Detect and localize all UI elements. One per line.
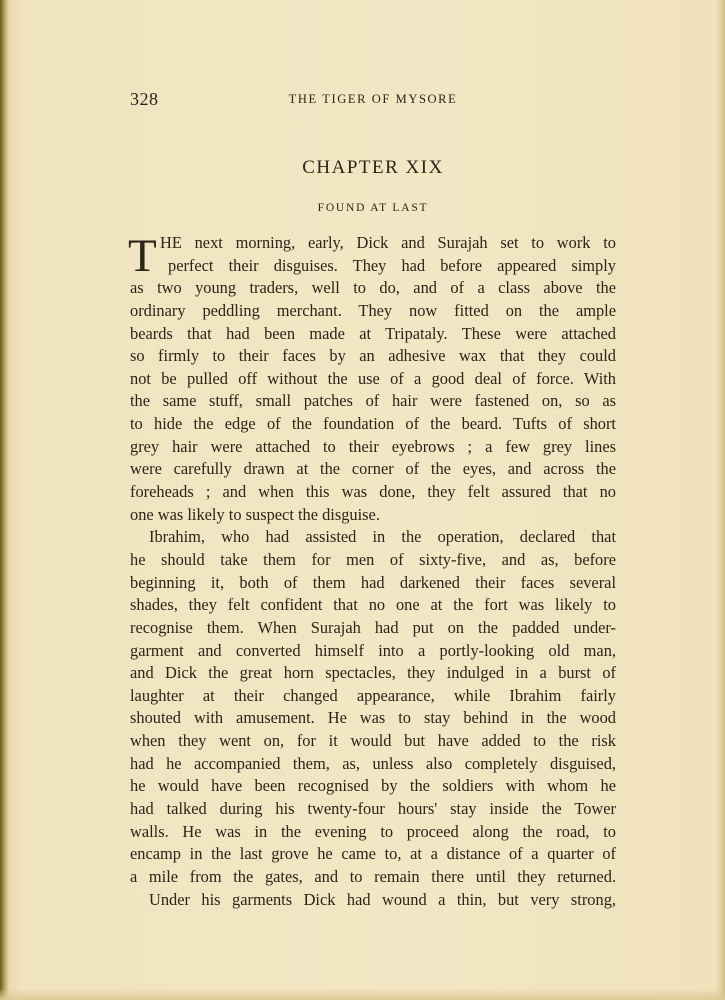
book-spine-shadow — [0, 0, 9, 1000]
text-line: had talked during his twenty-four hours' stay inside the Tower — [130, 799, 616, 819]
text-line: Ibrahim, who had assisted in the operation, declared that — [149, 527, 616, 547]
text-line: encamp in the last grove he came to, at a distance of a quarter of — [130, 844, 616, 864]
page-edge-right — [715, 0, 725, 1000]
text-line: he should take them for men of sixty-five, and as, before — [130, 549, 616, 569]
text-line: one was likely to suspect the disguise. — [130, 504, 380, 524]
body-text — [130, 232, 616, 911]
text-line: shouted with amusement. He was to stay behind in the wood — [130, 708, 616, 728]
text-line: recognise them. When Surajah had put on the padded under- — [130, 617, 616, 637]
text-line: when they went on, for it would but have added to the risk — [130, 731, 616, 751]
running-title: THE TIGER OF MYSORE — [288, 92, 458, 106]
text-line: were carefully drawn at the corner of the eyes, and across the — [130, 459, 616, 479]
text-line: and Dick the great horn spectacles, they indulged in a burst of — [130, 663, 616, 683]
text-line: a mile from the gates, and to remain there until they returned. — [130, 866, 616, 886]
text-line: perfect their disguises. They had before appeared simply — [168, 255, 616, 275]
page-edge-bottom — [0, 988, 725, 1000]
running-header — [130, 89, 616, 111]
text-line: HE next morning, early, Dick and Surajah set to work to — [160, 233, 616, 252]
text-line: foreheads ; and when this was done, they felt assured that no — [130, 482, 616, 502]
text-line: beards that had been made at Tripataly. These were attached — [130, 323, 616, 343]
text-line: to hide the edge of the foundation of the beard. Tufts of short — [130, 414, 616, 434]
text-line: ordinary peddling merchant. They now fitted on the ample — [130, 300, 616, 320]
text-line: so firmly to their faces by an adhesive wax that they could — [130, 346, 616, 366]
text-line: walls. He was in the evening to proceed along the road, to — [130, 821, 616, 841]
text-line: beginning it, both of them had darkened their faces several — [130, 572, 616, 592]
text-line: as two young traders, well to do, and of a class above the — [130, 278, 616, 298]
chapter-subtitle: FOUND AT LAST — [317, 202, 429, 214]
drop-cap: T — [128, 230, 157, 282]
chapter-title: CHAPTER XIX — [302, 157, 444, 178]
text-line: grey hair were attached to their eyebrows ; a few grey lines — [130, 436, 616, 456]
page-number: 328 — [130, 89, 159, 109]
text-line: had he accompanied them, as, unless also completely disguised, — [130, 753, 616, 773]
text-line: shades, they felt confident that no one at the fort was likely to — [130, 595, 616, 615]
text-line: laughter at their changed appearance, while Ibrahim fairly — [130, 685, 616, 705]
text-line: garment and converted himself into a portly-looking old man, — [130, 640, 616, 660]
text-line: the same stuff, small patches of hair were fastened on, so as — [130, 391, 616, 411]
text-line: Under his garments Dick had wound a thin, but very strong, — [149, 889, 616, 909]
text-line: not be pulled off without the use of a good deal of force. With — [130, 368, 616, 388]
text-line: he would have been recognised by the soldiers with whom he — [130, 776, 616, 796]
